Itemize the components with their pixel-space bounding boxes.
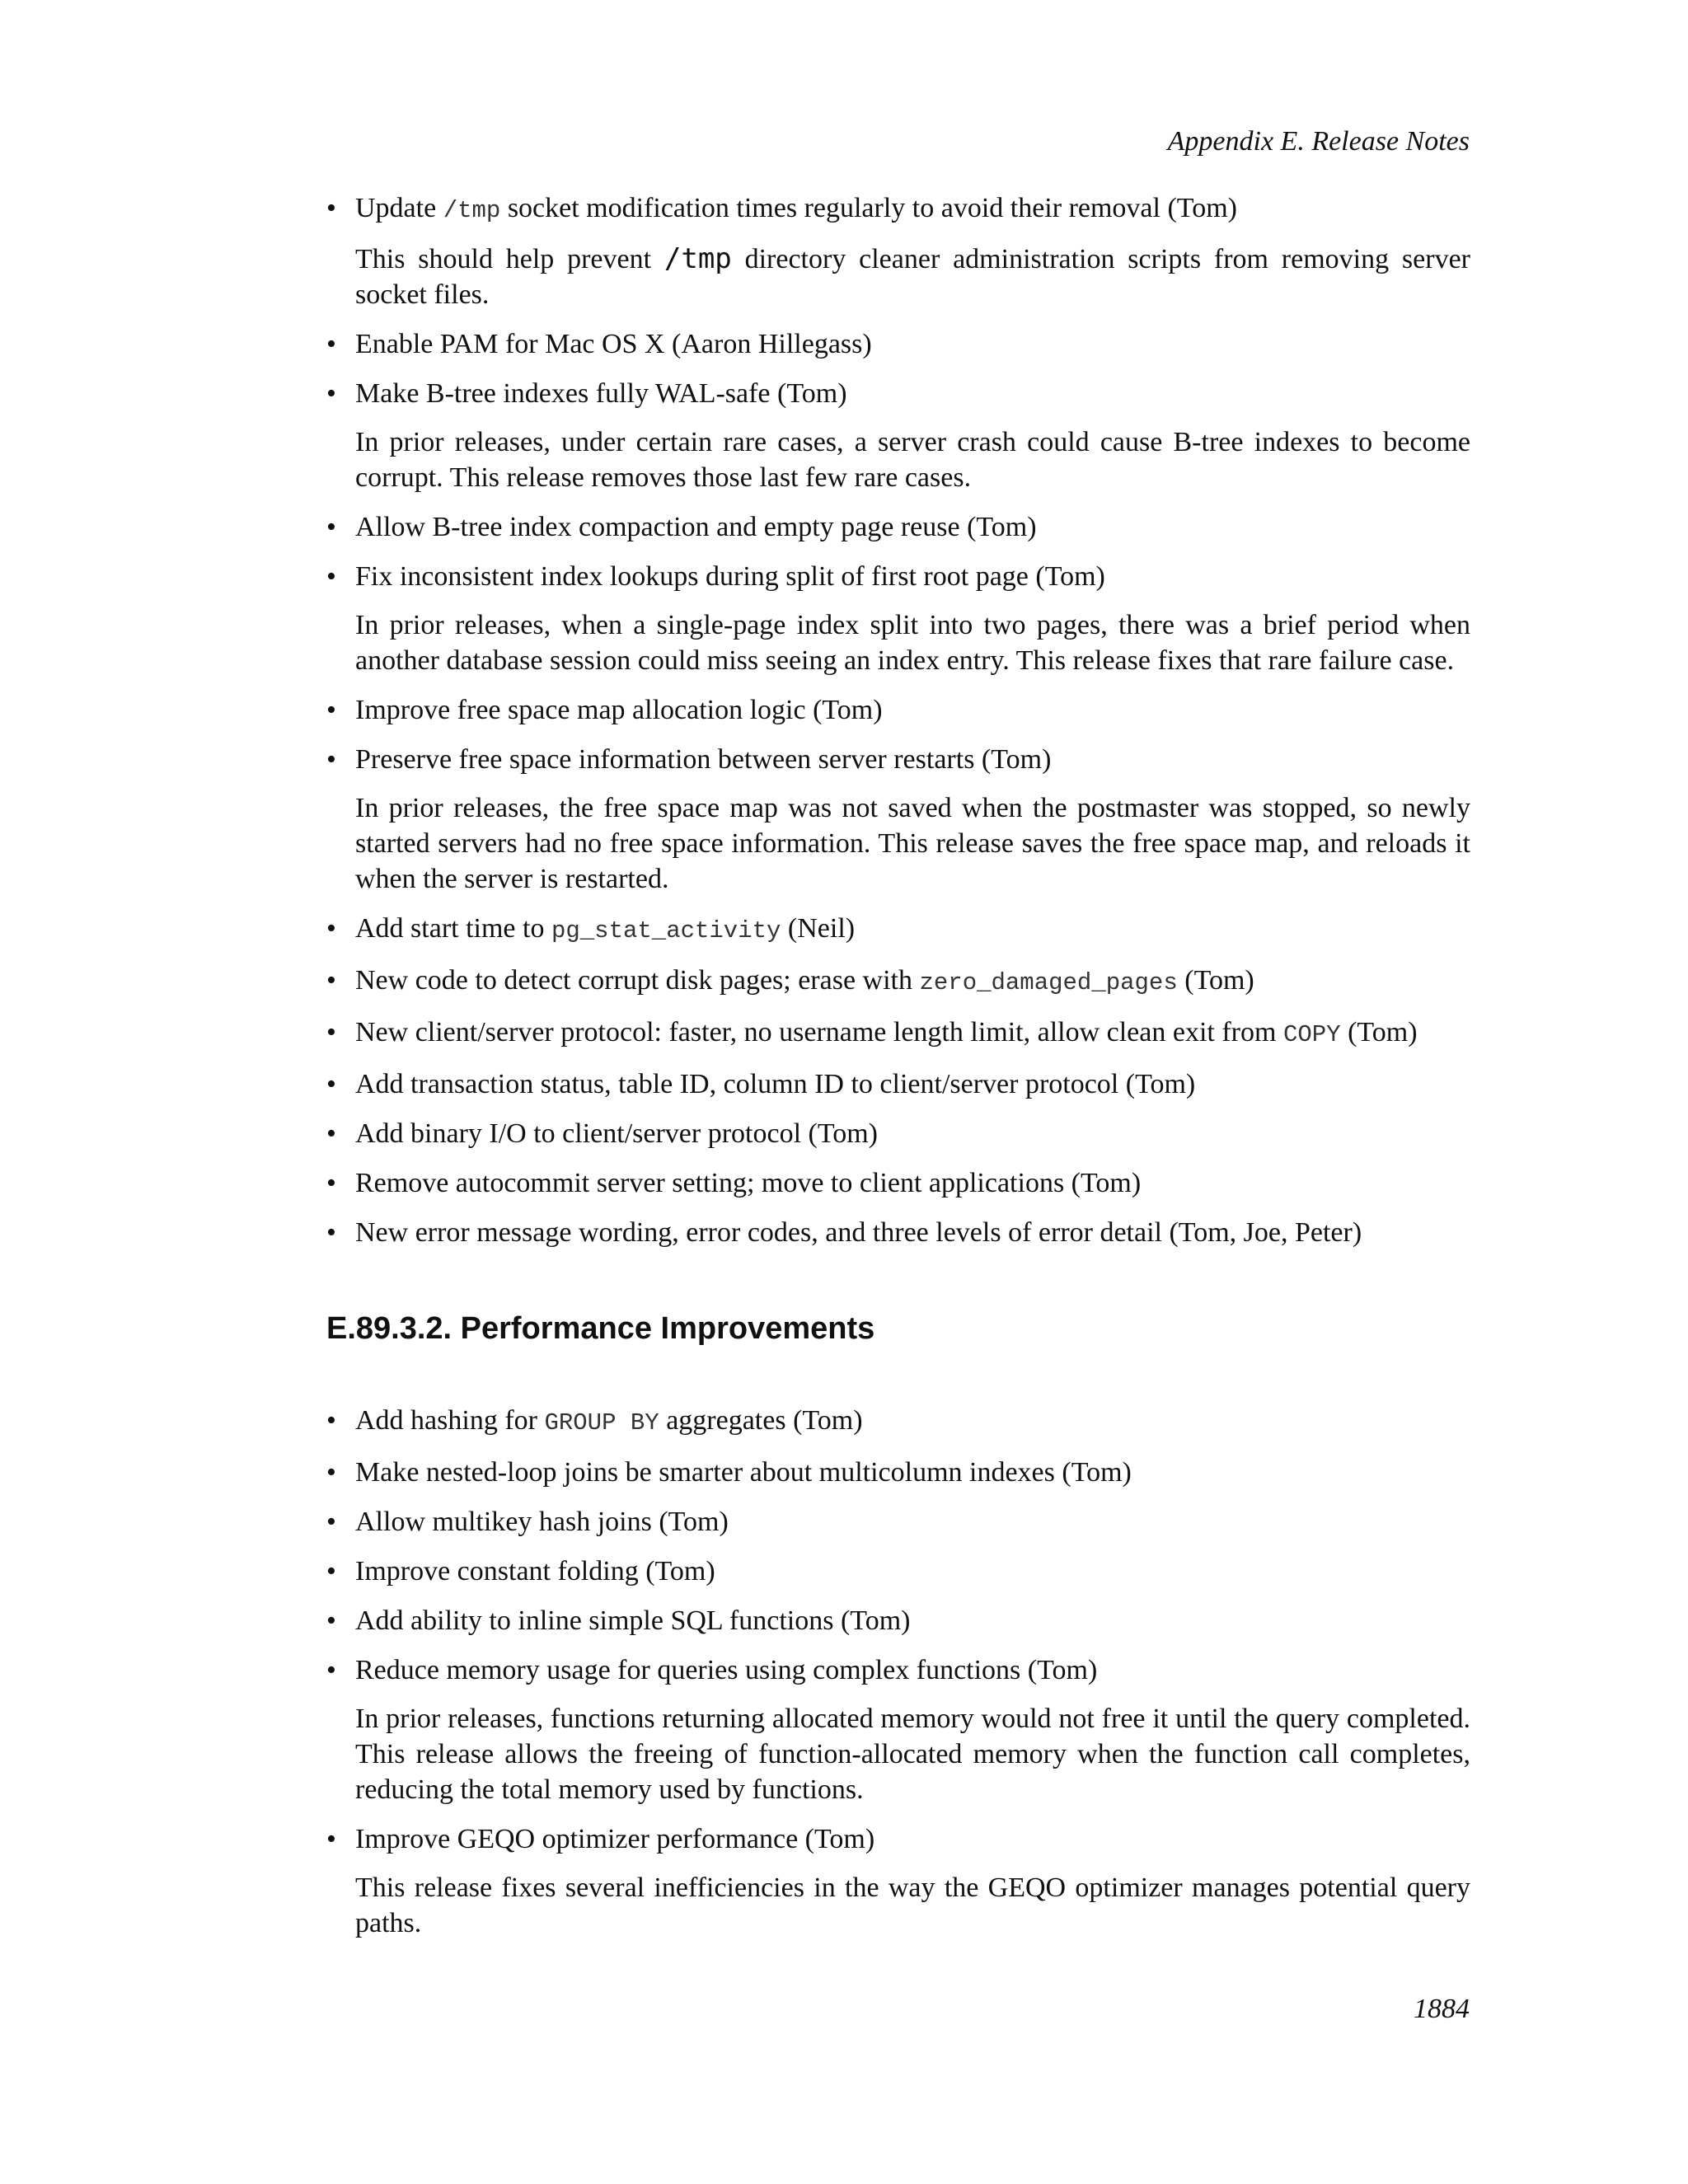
text-run: Add binary I/O to client/server protocol (Tom) (355, 1118, 878, 1149)
item-note (355, 790, 1470, 897)
release-note-list (326, 191, 1470, 1250)
item-text (355, 963, 1470, 1001)
list-item (326, 693, 1470, 728)
text-run: (Neil) (781, 913, 856, 944)
bullet-icon: • (326, 1824, 336, 1854)
text-run: Allow multikey hash joins (Tom) (355, 1507, 729, 1537)
item-text (355, 1216, 1470, 1250)
bullet-icon: • (326, 512, 336, 542)
text-run: Improve constant folding (Tom) (355, 1556, 715, 1586)
item-text (355, 693, 1470, 728)
text-run: In prior releases, under certain rare cases, a server crash could cause B-tree indexes to become corrupt. This release removes those last few rare cases. (355, 427, 1470, 493)
inline-code: GROUP BY (544, 1409, 659, 1436)
item-text (355, 510, 1470, 545)
bullet-icon: • (326, 1118, 336, 1149)
text-run: Improve GEQO optimizer performance (Tom) (355, 1824, 875, 1854)
text-run: New error message wording, error codes, and three levels of error detail (Tom, Joe, Peter) (355, 1217, 1362, 1248)
list-item (326, 327, 1470, 362)
item-text (355, 1166, 1470, 1201)
list-item (326, 963, 1470, 1001)
inline-code: pg_stat_activity (551, 917, 781, 944)
list-item (326, 1404, 1470, 1441)
section-heading: E.89.3.2. Performance Improvements (326, 1311, 875, 1346)
list-item (326, 1604, 1470, 1638)
bullet-icon: • (326, 1168, 336, 1198)
bullet-icon: • (326, 193, 336, 223)
bullet-icon: • (326, 1507, 336, 1537)
list-item (326, 191, 1470, 312)
list-item (326, 912, 1470, 949)
page-number: 1884 (1414, 1994, 1470, 2024)
text-run: This release fixes several inefficiencies in the way the GEQO optimizer manages potential query paths. (355, 1872, 1470, 1938)
text-run: Make nested-loop joins be smarter about multicolumn indexes (Tom) (355, 1457, 1132, 1488)
bullet-icon: • (326, 1605, 336, 1636)
text-run: Allow B-tree index compaction and empty page reuse (Tom) (355, 512, 1037, 542)
bullet-icon: • (326, 1457, 336, 1488)
text-run: New code to detect corrupt disk pages; erase with (355, 965, 920, 996)
bullet-icon: • (326, 561, 336, 592)
item-text (355, 1653, 1470, 1688)
text-run: Remove autocommit server setting; move to client applications (Tom) (355, 1168, 1142, 1198)
text-run: Improve free space map allocation logic (Tom) (355, 695, 883, 725)
item-text (355, 377, 1470, 411)
text-run: aggregates (Tom) (659, 1405, 863, 1436)
text-run: In prior releases, the free space map was not saved when the postmaster was stopped, so newly started servers had no free space information. This release saves the free space map, and reloads it when the server is restarted. (355, 793, 1470, 894)
list-item (326, 1653, 1470, 1807)
text-run: Add start time to (355, 913, 551, 944)
item-text (355, 1404, 1470, 1441)
item-text (355, 327, 1470, 362)
item-text (355, 191, 1470, 228)
text-run: Update (355, 193, 443, 223)
item-note (355, 1870, 1470, 1941)
text-run: Add transaction status, table ID, column ID to client/server protocol (Tom) (355, 1069, 1196, 1099)
inline-code: zero_damaged_pages (919, 969, 1178, 996)
item-note (355, 424, 1470, 495)
text-run: Fix inconsistent index lookups during split of first root page (Tom) (355, 561, 1105, 592)
bullet-icon: • (326, 1655, 336, 1685)
list-item (326, 1455, 1470, 1490)
text-run: Make B-tree indexes fully WAL-safe (Tom) (355, 378, 847, 409)
bullet-icon: • (326, 1217, 336, 1248)
item-text (355, 1604, 1470, 1638)
text-run: socket modification times regularly to avoid their removal (Tom) (500, 193, 1237, 223)
text-run: Reduce memory usage for queries using complex functions (Tom) (355, 1655, 1098, 1685)
list-item (326, 1067, 1470, 1102)
bullet-icon: • (326, 329, 336, 359)
list-item (326, 377, 1470, 495)
item-text (355, 1505, 1470, 1540)
text-run: Add hashing for (355, 1405, 545, 1436)
inline-code: /tmp (663, 242, 732, 275)
list-item (326, 1166, 1470, 1201)
text-run: In prior releases, functions returning allocated memory would not free it until the query completed. This release allows the freeing of function-allocated memory when the function call completes, reducing the total memory used by functions. (355, 1704, 1470, 1805)
list-item (326, 743, 1470, 897)
page-content (326, 191, 1470, 1956)
item-text (355, 1117, 1470, 1151)
inline-code: /tmp (443, 197, 501, 224)
list-item (326, 1822, 1470, 1941)
item-text (355, 1822, 1470, 1857)
bullet-icon: • (326, 744, 336, 775)
item-note (355, 1701, 1470, 1807)
item-note (355, 241, 1470, 312)
bullet-icon: • (326, 695, 336, 725)
item-text (355, 1455, 1470, 1490)
list-item (326, 560, 1470, 678)
bullet-icon: • (326, 378, 336, 409)
item-text (355, 743, 1470, 777)
item-text (355, 1015, 1470, 1052)
bullet-icon: • (326, 965, 336, 996)
item-text (355, 560, 1470, 594)
item-text (355, 1554, 1470, 1589)
item-text (355, 912, 1470, 949)
text-run: New client/server protocol: faster, no username length limit, allow clean exit from (355, 1017, 1283, 1047)
text-run: directory cleaner administration scripts from removing server socket files. (355, 244, 1470, 310)
list-item (326, 1117, 1470, 1151)
text-run: (Tom) (1340, 1017, 1418, 1047)
text-run: In prior releases, when a single-page index split into two pages, there was a brief period when another database session could miss seeing an index entry. This release fixes that rare failure case. (355, 610, 1470, 676)
item-text (355, 1067, 1470, 1102)
text-run: Enable PAM for Mac OS X (Aaron Hillegass) (355, 329, 872, 359)
running-header: Appendix E. Release Notes (1167, 126, 1470, 157)
bullet-icon: • (326, 1069, 336, 1099)
text-run: (Tom) (1177, 965, 1254, 996)
bullet-icon: • (326, 1556, 336, 1586)
bullet-icon: • (326, 913, 336, 944)
release-note-list (326, 1404, 1470, 1941)
text-run: Add ability to inline simple SQL functions (Tom) (355, 1605, 911, 1636)
text-run: Preserve free space information between server restarts (Tom) (355, 744, 1052, 775)
list-item (326, 510, 1470, 545)
bullet-icon: • (326, 1017, 336, 1047)
list-item (326, 1505, 1470, 1540)
inline-code: COPY (1282, 1021, 1341, 1048)
list-item (326, 1216, 1470, 1250)
text-run: This should help prevent (355, 244, 664, 274)
bullet-icon: • (326, 1405, 336, 1436)
item-note (355, 607, 1470, 678)
list-item (326, 1554, 1470, 1589)
list-item (326, 1015, 1470, 1052)
